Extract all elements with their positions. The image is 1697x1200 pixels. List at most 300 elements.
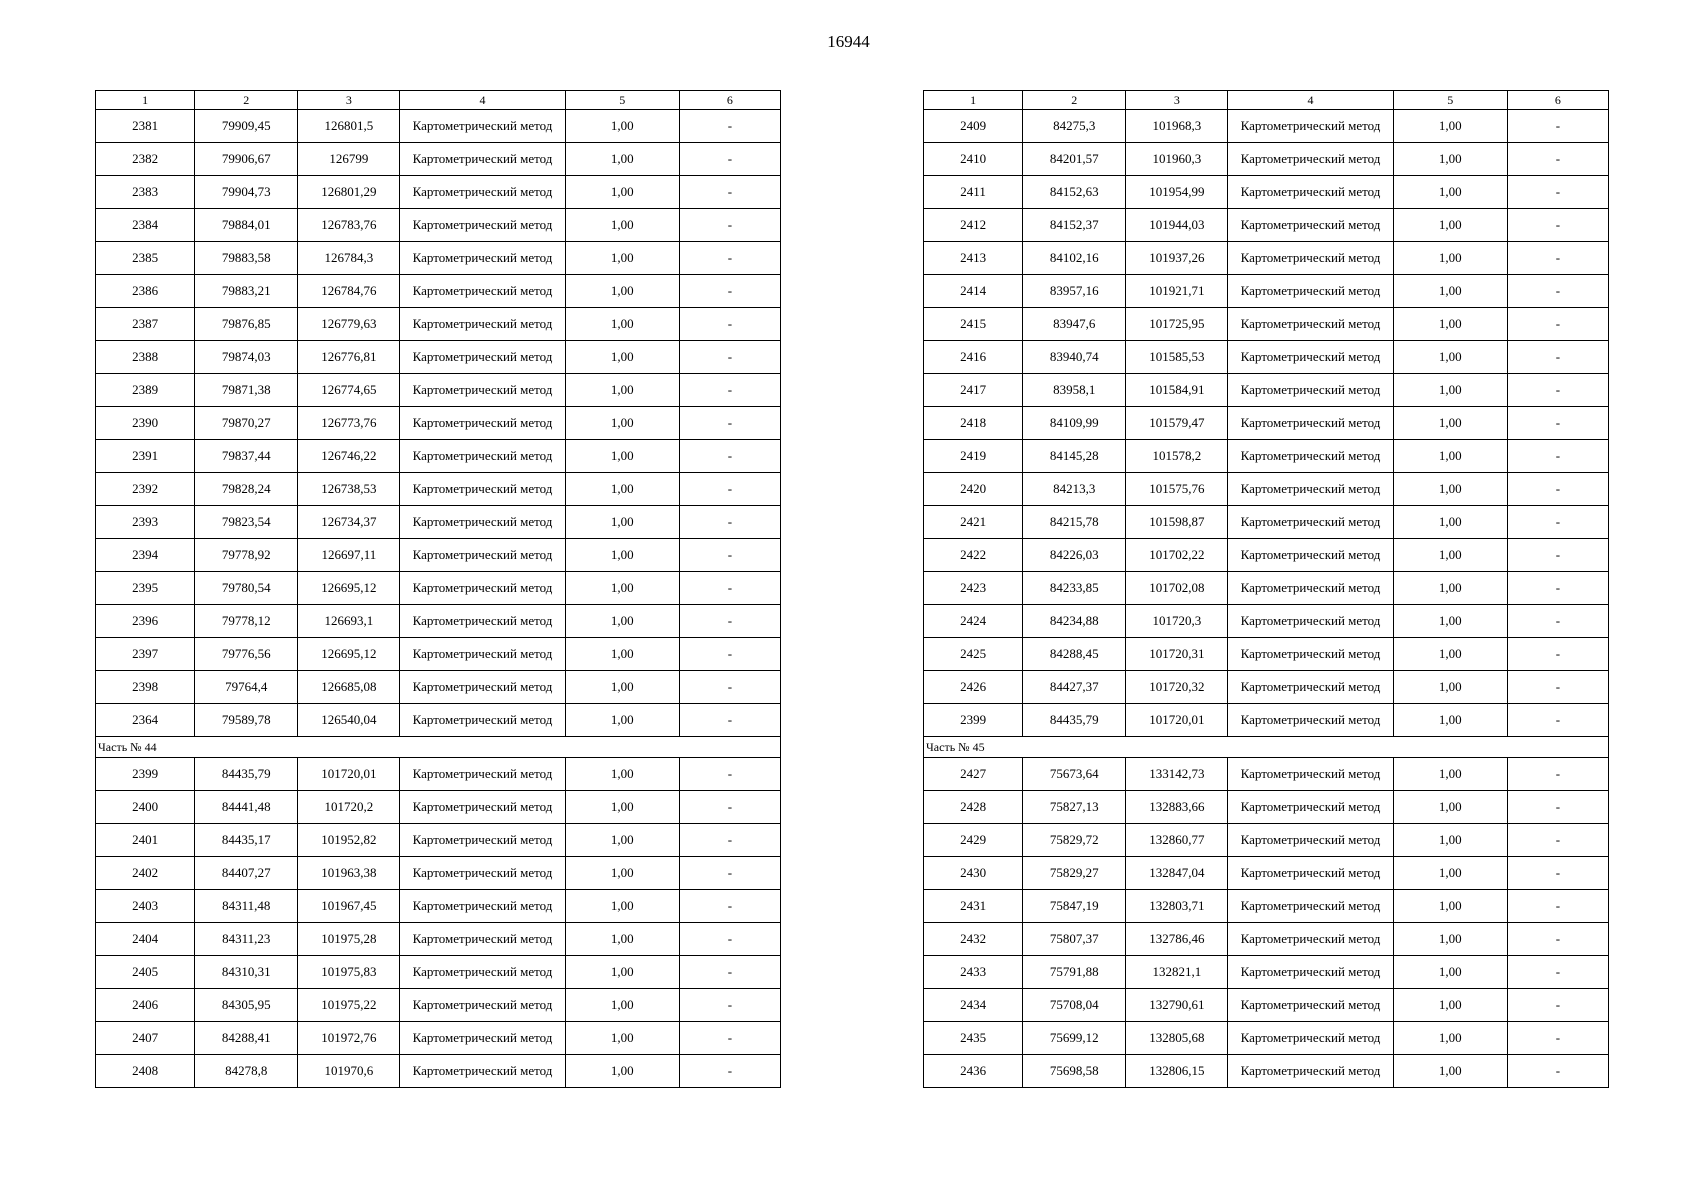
method-cell: Картометрический метод — [400, 605, 565, 638]
method-cell: Картометрический метод — [1228, 242, 1393, 275]
accuracy-cell: 1,00 — [565, 440, 679, 473]
x-coordinate-cell: 84288,45 — [1023, 638, 1126, 671]
table-row — [96, 407, 781, 440]
method-cell: Картометрический метод — [400, 440, 565, 473]
y-coordinate-cell: 132847,04 — [1126, 857, 1228, 890]
point-number-cell: 2399 — [96, 758, 195, 791]
point-number-cell: 2428 — [924, 791, 1023, 824]
y-coordinate-cell: 126776,81 — [298, 341, 400, 374]
point-number-cell: 2383 — [96, 176, 195, 209]
y-coordinate-cell: 101720,3 — [1126, 605, 1228, 638]
accuracy-cell: 1,00 — [565, 473, 679, 506]
x-coordinate-cell: 79823,54 — [195, 506, 298, 539]
point-number-cell: 2387 — [96, 308, 195, 341]
accuracy-cell: 1,00 — [1393, 824, 1507, 857]
accuracy-cell: 1,00 — [1393, 143, 1507, 176]
description-cell: - — [1507, 857, 1608, 890]
y-coordinate-cell: 132790,61 — [1126, 989, 1228, 1022]
description-cell: - — [1507, 308, 1608, 341]
point-number-cell: 2409 — [924, 110, 1023, 143]
point-number-cell: 2388 — [96, 341, 195, 374]
x-coordinate-cell: 83940,74 — [1023, 341, 1126, 374]
x-coordinate-cell: 84213,3 — [1023, 473, 1126, 506]
method-cell: Картометрический метод — [400, 506, 565, 539]
accuracy-cell: 1,00 — [565, 956, 679, 989]
accuracy-cell: 1,00 — [1393, 1055, 1507, 1088]
y-coordinate-cell: 101937,26 — [1126, 242, 1228, 275]
description-cell: - — [1507, 374, 1608, 407]
table-row — [924, 923, 1609, 956]
point-number-cell: 2430 — [924, 857, 1023, 890]
y-coordinate-cell: 133142,73 — [1126, 758, 1228, 791]
y-coordinate-cell: 132883,66 — [1126, 791, 1228, 824]
point-number-cell: 2405 — [96, 956, 195, 989]
table-row — [96, 308, 781, 341]
y-coordinate-cell: 126801,5 — [298, 110, 400, 143]
y-coordinate-cell: 126801,29 — [298, 176, 400, 209]
description-cell: - — [1507, 110, 1608, 143]
accuracy-cell: 1,00 — [565, 209, 679, 242]
accuracy-cell: 1,00 — [565, 890, 679, 923]
accuracy-cell: 1,00 — [565, 506, 679, 539]
point-number-cell: 2411 — [924, 176, 1023, 209]
description-cell: - — [1507, 890, 1608, 923]
table-row — [924, 704, 1609, 737]
method-cell: Картометрический метод — [1228, 110, 1393, 143]
table-row — [96, 704, 781, 737]
accuracy-cell: 1,00 — [1393, 110, 1507, 143]
description-cell: - — [1507, 758, 1608, 791]
description-cell: - — [679, 572, 780, 605]
y-coordinate-cell: 126695,12 — [298, 638, 400, 671]
method-cell: Картометрический метод — [1228, 506, 1393, 539]
method-cell: Картометрический метод — [400, 890, 565, 923]
x-coordinate-cell: 75791,88 — [1023, 956, 1126, 989]
x-coordinate-cell: 84435,17 — [195, 824, 298, 857]
table-row — [924, 989, 1609, 1022]
y-coordinate-cell: 101975,83 — [298, 956, 400, 989]
x-coordinate-cell: 75847,19 — [1023, 890, 1126, 923]
description-cell: - — [1507, 605, 1608, 638]
accuracy-cell: 1,00 — [1393, 440, 1507, 473]
description-cell: - — [679, 1022, 780, 1055]
table-row — [924, 539, 1609, 572]
accuracy-cell: 1,00 — [1393, 308, 1507, 341]
description-cell: - — [679, 143, 780, 176]
y-coordinate-cell: 101954,99 — [1126, 176, 1228, 209]
y-coordinate-cell: 126779,63 — [298, 308, 400, 341]
part-label: Часть № 45 — [924, 737, 1609, 758]
x-coordinate-cell: 79780,54 — [195, 572, 298, 605]
x-coordinate-cell: 84407,27 — [195, 857, 298, 890]
description-cell: - — [1507, 572, 1608, 605]
x-coordinate-cell: 79870,27 — [195, 407, 298, 440]
point-number-cell: 2427 — [924, 758, 1023, 791]
column-header: 5 — [565, 91, 679, 110]
method-cell: Картометрический метод — [400, 923, 565, 956]
point-number-cell: 2406 — [96, 989, 195, 1022]
x-coordinate-cell: 84311,48 — [195, 890, 298, 923]
table-row — [96, 374, 781, 407]
table-row — [924, 1022, 1609, 1055]
accuracy-cell: 1,00 — [565, 1055, 679, 1088]
y-coordinate-cell: 126693,1 — [298, 605, 400, 638]
point-number-cell: 2436 — [924, 1055, 1023, 1088]
table-row — [96, 1022, 781, 1055]
table-row — [96, 341, 781, 374]
column-header: 3 — [298, 91, 400, 110]
description-cell: - — [1507, 704, 1608, 737]
column-header: 5 — [1393, 91, 1507, 110]
accuracy-cell: 1,00 — [565, 989, 679, 1022]
description-cell: - — [679, 605, 780, 638]
method-cell: Картометрический метод — [400, 374, 565, 407]
method-cell: Картометрический метод — [400, 791, 565, 824]
y-coordinate-cell: 132786,46 — [1126, 923, 1228, 956]
point-number-cell: 2416 — [924, 341, 1023, 374]
method-cell: Картометрический метод — [1228, 704, 1393, 737]
accuracy-cell: 1,00 — [1393, 638, 1507, 671]
point-number-cell: 2394 — [96, 539, 195, 572]
table-row — [924, 857, 1609, 890]
table-row — [924, 440, 1609, 473]
accuracy-cell: 1,00 — [565, 923, 679, 956]
x-coordinate-cell: 84427,37 — [1023, 671, 1126, 704]
y-coordinate-cell: 101702,22 — [1126, 539, 1228, 572]
table-row — [96, 209, 781, 242]
accuracy-cell: 1,00 — [1393, 890, 1507, 923]
x-coordinate-cell: 79909,45 — [195, 110, 298, 143]
x-coordinate-cell: 84275,3 — [1023, 110, 1126, 143]
x-coordinate-cell: 84102,16 — [1023, 242, 1126, 275]
point-number-cell: 2408 — [96, 1055, 195, 1088]
table-row — [96, 275, 781, 308]
description-cell: - — [679, 110, 780, 143]
method-cell: Картометрический метод — [400, 143, 565, 176]
method-cell: Картометрический метод — [1228, 473, 1393, 506]
x-coordinate-cell: 84288,41 — [195, 1022, 298, 1055]
x-coordinate-cell: 79871,38 — [195, 374, 298, 407]
coordinates-table-right — [923, 90, 1609, 1088]
accuracy-cell: 1,00 — [565, 824, 679, 857]
point-number-cell: 2397 — [96, 638, 195, 671]
description-cell: - — [679, 176, 780, 209]
accuracy-cell: 1,00 — [565, 374, 679, 407]
description-cell: - — [1507, 989, 1608, 1022]
description-cell: - — [1507, 242, 1608, 275]
method-cell: Картометрический метод — [1228, 890, 1393, 923]
description-cell: - — [679, 890, 780, 923]
description-cell: - — [1507, 923, 1608, 956]
description-cell: - — [679, 758, 780, 791]
method-cell: Картометрический метод — [400, 407, 565, 440]
description-cell: - — [1507, 473, 1608, 506]
table-row — [924, 671, 1609, 704]
table-row — [924, 572, 1609, 605]
point-number-cell: 2431 — [924, 890, 1023, 923]
description-cell: - — [1507, 506, 1608, 539]
description-cell: - — [679, 956, 780, 989]
accuracy-cell: 1,00 — [565, 341, 679, 374]
method-cell: Картометрический метод — [400, 242, 565, 275]
method-cell: Картометрический метод — [1228, 638, 1393, 671]
point-number-cell: 2386 — [96, 275, 195, 308]
x-coordinate-cell: 83958,1 — [1023, 374, 1126, 407]
table-row — [924, 407, 1609, 440]
x-coordinate-cell: 79776,56 — [195, 638, 298, 671]
point-number-cell: 2381 — [96, 110, 195, 143]
point-number-cell: 2401 — [96, 824, 195, 857]
y-coordinate-cell: 126799 — [298, 143, 400, 176]
method-cell: Картометрический метод — [1228, 539, 1393, 572]
description-cell: - — [679, 791, 780, 824]
method-cell: Картометрический метод — [1228, 407, 1393, 440]
method-cell: Картометрический метод — [400, 341, 565, 374]
x-coordinate-cell: 83947,6 — [1023, 308, 1126, 341]
description-cell: - — [1507, 539, 1608, 572]
y-coordinate-cell: 101968,3 — [1126, 110, 1228, 143]
y-coordinate-cell: 101584,91 — [1126, 374, 1228, 407]
description-cell: - — [679, 638, 780, 671]
x-coordinate-cell: 84234,88 — [1023, 605, 1126, 638]
column-header: 4 — [1228, 91, 1393, 110]
x-coordinate-cell: 83957,16 — [1023, 275, 1126, 308]
x-coordinate-cell: 79906,67 — [195, 143, 298, 176]
part-label: Часть № 44 — [96, 737, 781, 758]
method-cell: Картометрический метод — [400, 308, 565, 341]
method-cell: Картометрический метод — [400, 956, 565, 989]
y-coordinate-cell: 101944,03 — [1126, 209, 1228, 242]
description-cell: - — [1507, 176, 1608, 209]
y-coordinate-cell: 132860,77 — [1126, 824, 1228, 857]
method-cell: Картометрический метод — [400, 539, 565, 572]
point-number-cell: 2433 — [924, 956, 1023, 989]
table-row — [96, 890, 781, 923]
description-cell: - — [679, 704, 780, 737]
description-cell: - — [679, 824, 780, 857]
table-row — [924, 758, 1609, 791]
table-row — [924, 110, 1609, 143]
table-row — [924, 341, 1609, 374]
point-number-cell: 2393 — [96, 506, 195, 539]
accuracy-cell: 1,00 — [565, 791, 679, 824]
description-cell: - — [1507, 143, 1608, 176]
y-coordinate-cell: 126774,65 — [298, 374, 400, 407]
method-cell: Картометрический метод — [1228, 857, 1393, 890]
y-coordinate-cell: 101720,01 — [298, 758, 400, 791]
point-number-cell: 2390 — [96, 407, 195, 440]
x-coordinate-cell: 84435,79 — [1023, 704, 1126, 737]
y-coordinate-cell: 101975,28 — [298, 923, 400, 956]
point-number-cell: 2419 — [924, 440, 1023, 473]
table-row — [924, 176, 1609, 209]
table-row — [96, 1055, 781, 1088]
table-row — [924, 209, 1609, 242]
table-row — [96, 440, 781, 473]
table-row — [924, 956, 1609, 989]
point-number-cell: 2410 — [924, 143, 1023, 176]
method-cell: Картометрический метод — [1228, 1022, 1393, 1055]
point-number-cell: 2392 — [96, 473, 195, 506]
method-cell: Картометрический метод — [1228, 440, 1393, 473]
table-row — [924, 638, 1609, 671]
method-cell: Картометрический метод — [1228, 956, 1393, 989]
accuracy-cell: 1,00 — [565, 407, 679, 440]
description-cell: - — [1507, 209, 1608, 242]
x-coordinate-cell: 84226,03 — [1023, 539, 1126, 572]
table-row — [924, 605, 1609, 638]
table-row — [96, 110, 781, 143]
table-row — [96, 758, 781, 791]
accuracy-cell: 1,00 — [1393, 704, 1507, 737]
point-number-cell: 2429 — [924, 824, 1023, 857]
accuracy-cell: 1,00 — [1393, 758, 1507, 791]
table-row — [96, 956, 781, 989]
point-number-cell: 2395 — [96, 572, 195, 605]
table-row — [924, 824, 1609, 857]
method-cell: Картометрический метод — [400, 209, 565, 242]
table-row — [924, 506, 1609, 539]
point-number-cell: 2384 — [96, 209, 195, 242]
method-cell: Картометрический метод — [400, 857, 565, 890]
description-cell: - — [1507, 671, 1608, 704]
accuracy-cell: 1,00 — [565, 758, 679, 791]
x-coordinate-cell: 79884,01 — [195, 209, 298, 242]
x-coordinate-cell: 79904,73 — [195, 176, 298, 209]
y-coordinate-cell: 101575,76 — [1126, 473, 1228, 506]
accuracy-cell: 1,00 — [565, 704, 679, 737]
accuracy-cell: 1,00 — [1393, 791, 1507, 824]
x-coordinate-cell: 84311,23 — [195, 923, 298, 956]
accuracy-cell: 1,00 — [565, 110, 679, 143]
method-cell: Картометрический метод — [400, 176, 565, 209]
y-coordinate-cell: 132821,1 — [1126, 956, 1228, 989]
method-cell: Картометрический метод — [1228, 572, 1393, 605]
coordinates-table-left — [95, 90, 781, 1088]
x-coordinate-cell: 75708,04 — [1023, 989, 1126, 1022]
column-header: 6 — [679, 91, 780, 110]
x-coordinate-cell: 84152,37 — [1023, 209, 1126, 242]
x-coordinate-cell: 75673,64 — [1023, 758, 1126, 791]
point-number-cell: 2414 — [924, 275, 1023, 308]
x-coordinate-cell: 79778,12 — [195, 605, 298, 638]
y-coordinate-cell: 101720,2 — [298, 791, 400, 824]
y-coordinate-cell: 126784,76 — [298, 275, 400, 308]
x-coordinate-cell: 84215,78 — [1023, 506, 1126, 539]
method-cell: Картометрический метод — [1228, 308, 1393, 341]
description-cell: - — [1507, 791, 1608, 824]
point-number-cell: 2407 — [96, 1022, 195, 1055]
table-row — [924, 143, 1609, 176]
accuracy-cell: 1,00 — [1393, 176, 1507, 209]
y-coordinate-cell: 126783,76 — [298, 209, 400, 242]
point-number-cell: 2435 — [924, 1022, 1023, 1055]
description-cell: - — [679, 539, 780, 572]
x-coordinate-cell: 84152,63 — [1023, 176, 1126, 209]
method-cell: Картометрический метод — [1228, 824, 1393, 857]
x-coordinate-cell: 79876,85 — [195, 308, 298, 341]
point-number-cell: 2415 — [924, 308, 1023, 341]
method-cell: Картометрический метод — [1228, 605, 1393, 638]
column-header: 4 — [400, 91, 565, 110]
point-number-cell: 2425 — [924, 638, 1023, 671]
accuracy-cell: 1,00 — [565, 308, 679, 341]
method-cell: Картометрический метод — [400, 572, 565, 605]
x-coordinate-cell: 79874,03 — [195, 341, 298, 374]
accuracy-cell: 1,00 — [1393, 242, 1507, 275]
y-coordinate-cell: 132805,68 — [1126, 1022, 1228, 1055]
description-cell: - — [679, 989, 780, 1022]
point-number-cell: 2426 — [924, 671, 1023, 704]
point-number-cell: 2424 — [924, 605, 1023, 638]
method-cell: Картометрический метод — [1228, 209, 1393, 242]
point-number-cell: 2420 — [924, 473, 1023, 506]
method-cell: Картометрический метод — [1228, 758, 1393, 791]
table-row — [96, 638, 781, 671]
point-number-cell: 2412 — [924, 209, 1023, 242]
description-cell: - — [679, 440, 780, 473]
y-coordinate-cell: 126746,22 — [298, 440, 400, 473]
point-number-cell: 2402 — [96, 857, 195, 890]
table-row — [924, 1055, 1609, 1088]
x-coordinate-cell: 84305,95 — [195, 989, 298, 1022]
description-cell: - — [1507, 440, 1608, 473]
x-coordinate-cell: 84278,8 — [195, 1055, 298, 1088]
header-row — [96, 91, 781, 110]
y-coordinate-cell: 101960,3 — [1126, 143, 1228, 176]
table-row — [96, 989, 781, 1022]
description-cell: - — [1507, 1055, 1608, 1088]
y-coordinate-cell: 126540,04 — [298, 704, 400, 737]
table-row — [96, 791, 781, 824]
accuracy-cell: 1,00 — [565, 176, 679, 209]
method-cell: Картометрический метод — [1228, 374, 1393, 407]
y-coordinate-cell: 101585,53 — [1126, 341, 1228, 374]
x-coordinate-cell: 84109,99 — [1023, 407, 1126, 440]
description-cell: - — [679, 407, 780, 440]
accuracy-cell: 1,00 — [1393, 857, 1507, 890]
point-number-cell: 2423 — [924, 572, 1023, 605]
table-row — [96, 176, 781, 209]
page-number: 16944 — [827, 32, 870, 51]
method-cell: Картометрический метод — [1228, 341, 1393, 374]
point-number-cell: 2399 — [924, 704, 1023, 737]
table-row — [96, 671, 781, 704]
method-cell: Картометрический метод — [1228, 671, 1393, 704]
y-coordinate-cell: 126738,53 — [298, 473, 400, 506]
method-cell: Картометрический метод — [400, 638, 565, 671]
method-cell: Картометрический метод — [1228, 923, 1393, 956]
description-cell: - — [1507, 341, 1608, 374]
y-coordinate-cell: 101720,31 — [1126, 638, 1228, 671]
accuracy-cell: 1,00 — [1393, 407, 1507, 440]
y-coordinate-cell: 101725,95 — [1126, 308, 1228, 341]
point-number-cell: 2385 — [96, 242, 195, 275]
method-cell: Картометрический метод — [400, 989, 565, 1022]
table-row — [96, 857, 781, 890]
table-row — [924, 374, 1609, 407]
x-coordinate-cell: 84435,79 — [195, 758, 298, 791]
description-cell: - — [679, 242, 780, 275]
header-row — [924, 91, 1609, 110]
x-coordinate-cell: 79828,24 — [195, 473, 298, 506]
method-cell: Картометрический метод — [400, 1022, 565, 1055]
column-header: 2 — [1023, 91, 1126, 110]
x-coordinate-cell: 84145,28 — [1023, 440, 1126, 473]
description-cell: - — [679, 671, 780, 704]
accuracy-cell: 1,00 — [565, 572, 679, 605]
table-row — [96, 143, 781, 176]
